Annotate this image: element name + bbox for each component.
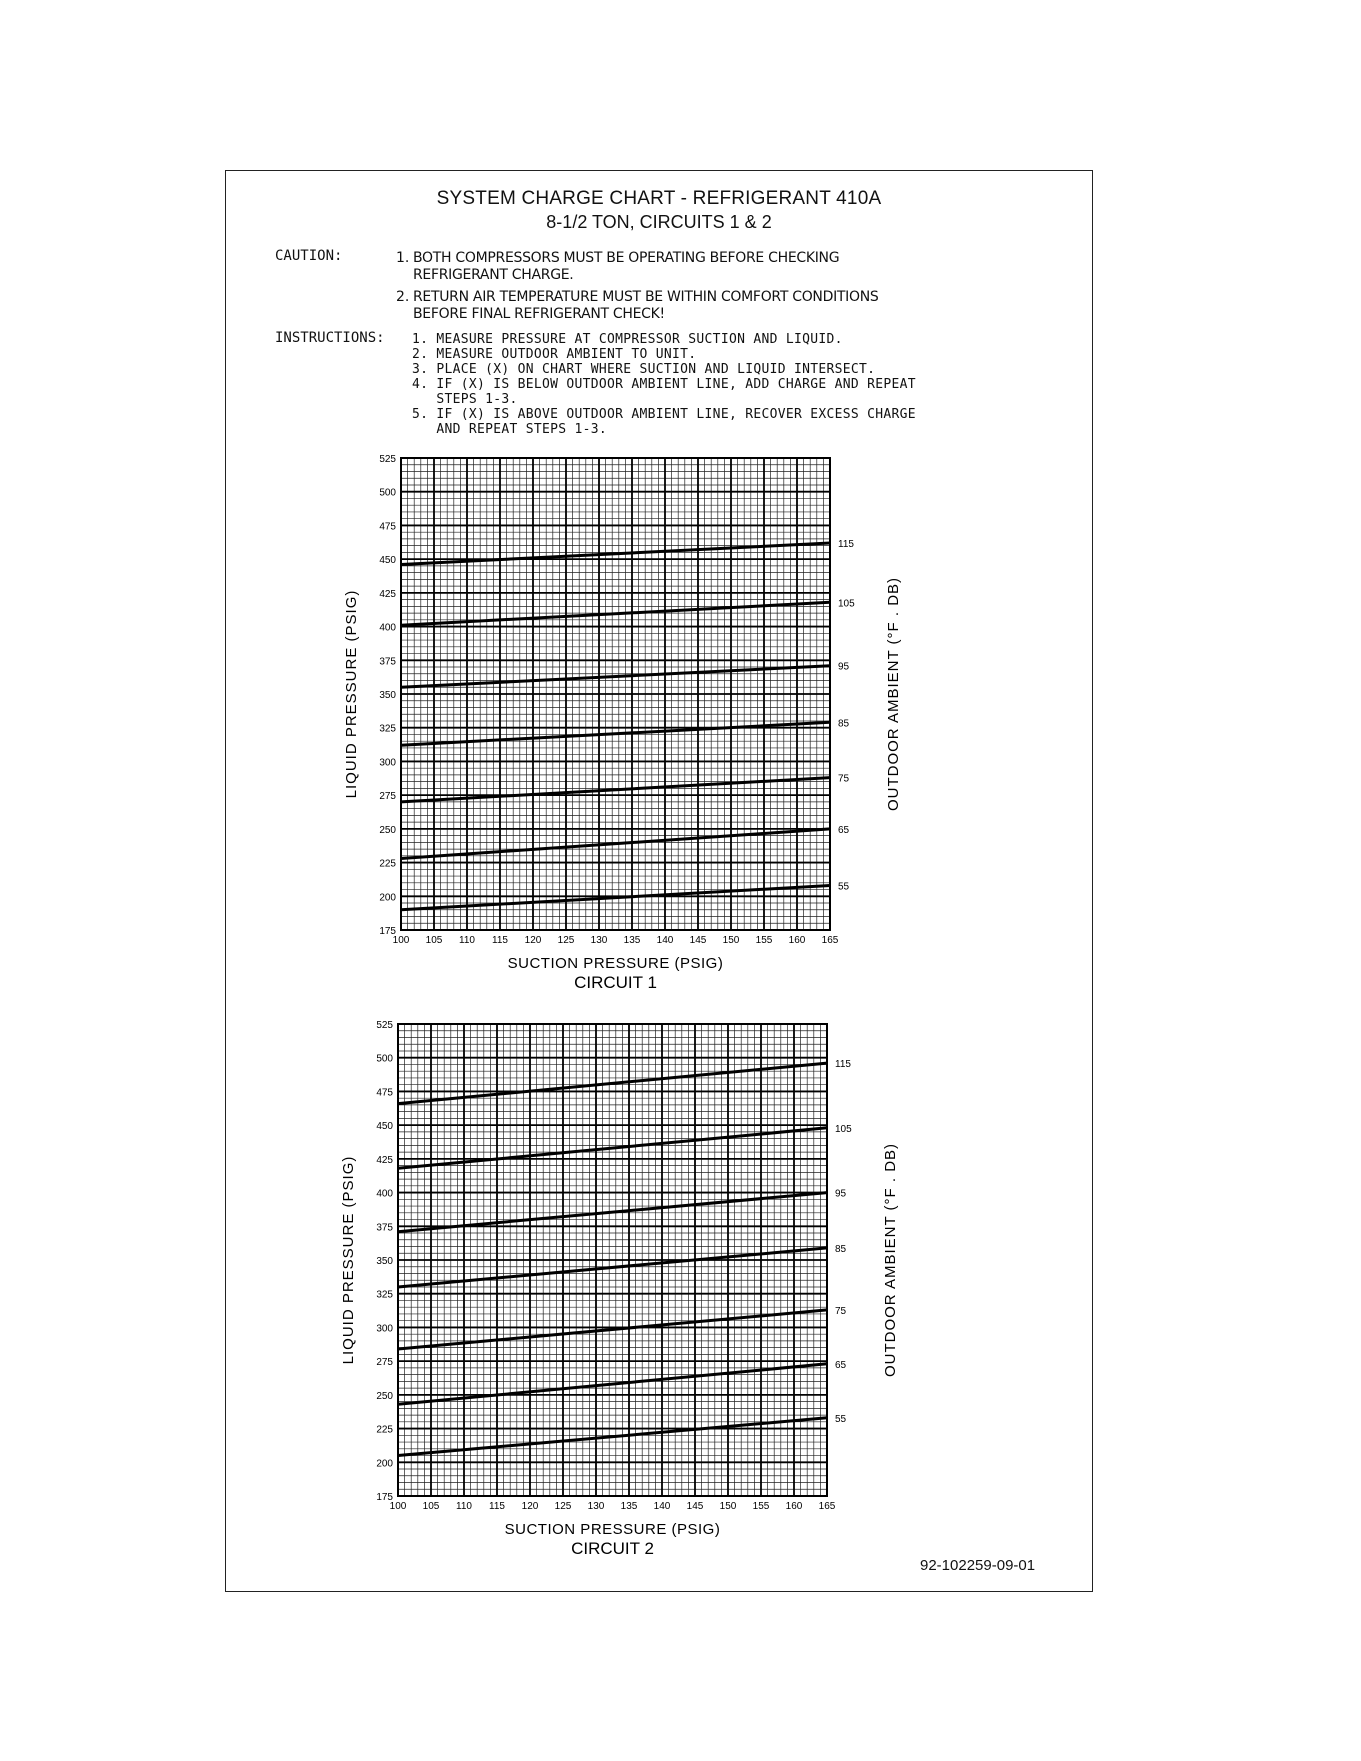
x-tick-label: 120: [521, 1501, 539, 1512]
y-tick-label: 250: [379, 824, 396, 836]
document-code: 92-102259-09-01: [920, 1557, 1036, 1574]
x-tick-label: 130: [587, 1501, 605, 1512]
x-tick-label: 125: [557, 935, 575, 946]
x-tick-label: 155: [755, 935, 773, 946]
y-tick-label: 350: [379, 690, 396, 701]
ambient-label: 85: [838, 718, 850, 730]
x-tick-label: 145: [689, 935, 707, 946]
circuit-2-chart: [300, 1006, 950, 1576]
page-title: SYSTEM CHARGE CHART - REFRIGERANT 410A: [436, 188, 882, 209]
x-tick-label: 100: [392, 935, 410, 946]
ambient-line-75: [401, 778, 830, 802]
x-tick-label: 150: [722, 935, 740, 946]
ambient-line-95: [401, 666, 830, 688]
ambient-line-75: [398, 1310, 827, 1349]
y-tick-label: 500: [379, 487, 396, 499]
y-tick-label: 375: [379, 656, 396, 668]
ambient-label: 55: [838, 881, 850, 893]
ambient-label: 95: [835, 1188, 847, 1200]
instruction-line: 5. IF (X) IS ABOVE OUTDOOR AMBIENT LINE, RECOVER EXCESS CHARGE: [412, 407, 916, 422]
ambient-line-85: [401, 722, 830, 745]
major-grid: [398, 1024, 827, 1496]
y-tick-label: 175: [376, 1492, 393, 1503]
ambient-label: 75: [835, 1305, 847, 1317]
y2-axis-title: OUTDOOR AMBIENT (°F . DB): [882, 1142, 899, 1378]
y-tick-label: 450: [379, 555, 396, 567]
chart-title: CIRCUIT 2: [571, 1539, 654, 1558]
ambient-line-85: [398, 1248, 827, 1287]
caution-2-number: 2.: [396, 289, 410, 305]
page-subtitle: 8-1/2 TON, CIRCUITS 1 & 2: [546, 212, 772, 232]
x-tick-label: 105: [422, 1501, 440, 1512]
y-tick-label: 375: [376, 1222, 393, 1234]
x-axis-title: SUCTION PRESSURE (PSIG): [507, 955, 724, 972]
caution-2-line-1: RETURN AIR TEMPERATURE MUST BE WITHIN COMFORT CONDITIONS: [413, 289, 879, 305]
x-tick-label: 110: [456, 1501, 472, 1512]
y-tick-label: 400: [376, 1188, 393, 1200]
x-tick-label: 135: [620, 1501, 638, 1512]
instruction-line: 2. MEASURE OUTDOOR AMBIENT TO UNIT.: [412, 347, 697, 362]
x-tick-label: 160: [785, 1501, 803, 1512]
ambient-line-55: [398, 1418, 827, 1456]
ambient-line-115: [398, 1063, 827, 1104]
y-tick-label: 350: [376, 1256, 393, 1267]
y-tick-label: 325: [376, 1289, 393, 1301]
y-tick-label: 400: [379, 622, 396, 634]
instruction-line: 3. PLACE (X) ON CHART WHERE SUCTION AND LIQUID INTERSECT.: [412, 362, 876, 377]
instruction-line: AND REPEAT STEPS 1-3.: [412, 422, 608, 437]
ambient-label: 115: [838, 538, 854, 550]
instruction-line: STEPS 1-3.: [412, 392, 518, 407]
x-tick-label: 130: [590, 935, 608, 946]
y-tick-label: 225: [376, 1424, 393, 1436]
instruction-line: 1. MEASURE PRESSURE AT COMPRESSOR SUCTION AND LIQUID.: [412, 332, 843, 347]
ambient-line-105: [398, 1128, 827, 1169]
ambient-line-55: [401, 886, 830, 910]
x-tick-label: 100: [389, 1501, 407, 1512]
y-tick-label: 300: [376, 1323, 393, 1335]
instruction-line: 4. IF (X) IS BELOW OUTDOOR AMBIENT LINE, ADD CHARGE AND REPEAT: [412, 377, 916, 392]
ambient-label: 105: [835, 1123, 852, 1135]
x-tick-label: 125: [554, 1501, 572, 1512]
y-tick-label: 300: [379, 757, 396, 769]
caution-1-text: [413, 250, 839, 284]
y-tick-label: 275: [379, 791, 396, 803]
instructions-list: [412, 332, 916, 437]
x-tick-label: 150: [719, 1501, 737, 1512]
x-tick-label: 135: [623, 935, 641, 946]
y-tick-label: 325: [379, 723, 396, 735]
y-tick-label: 475: [376, 1087, 393, 1099]
caution-1-number: 1.: [396, 250, 410, 266]
caution-2-line-2: BEFORE FINAL REFRIGERANT CHECK!: [413, 306, 665, 322]
ambient-label: 55: [835, 1413, 847, 1425]
ambient-label: 115: [835, 1059, 851, 1071]
x-tick-label: 115: [492, 935, 508, 946]
x-tick-label: 140: [656, 935, 674, 946]
ambient-label: 95: [838, 661, 850, 673]
caution-label: CAUTION:: [275, 248, 343, 264]
y-tick-label: 425: [376, 1154, 393, 1166]
y-tick-label: 500: [376, 1053, 393, 1065]
y-axis-title: LIQUID PRESSURE (PSIG): [340, 1155, 357, 1365]
y-tick-label: 525: [376, 1020, 393, 1031]
y2-axis-title: OUTDOOR AMBIENT (°F . DB): [885, 576, 902, 812]
y-axis-title: LIQUID PRESSURE (PSIG): [343, 589, 360, 799]
ambient-label: 105: [838, 598, 855, 610]
caution-1-line-1: BOTH COMPRESSORS MUST BE OPERATING BEFORE CHECKING: [413, 250, 840, 266]
circuit-1-chart: [300, 440, 950, 1010]
x-tick-label: 115: [489, 1501, 505, 1512]
y-tick-label: 525: [379, 454, 396, 465]
x-tick-label: 155: [752, 1501, 770, 1512]
x-tick-label: 165: [818, 1501, 836, 1512]
instructions-label: INSTRUCTIONS:: [275, 330, 385, 346]
y-tick-label: 450: [376, 1121, 393, 1133]
x-tick-label: 145: [686, 1501, 704, 1512]
ambient-label: 75: [838, 773, 850, 785]
chart-title: CIRCUIT 1: [574, 973, 657, 992]
ambient-label: 85: [835, 1243, 847, 1255]
y-tick-label: 275: [376, 1357, 393, 1369]
caution-1-line-2: REFRIGERANT CHARGE.: [413, 267, 574, 283]
y-tick-label: 200: [376, 1458, 393, 1470]
x-tick-label: 165: [821, 935, 839, 946]
ambient-line-65: [401, 829, 830, 859]
y-tick-label: 250: [376, 1390, 393, 1402]
major-grid: [401, 458, 830, 930]
ambient-line-115: [401, 543, 830, 565]
ambient-label: 65: [838, 824, 850, 836]
ambient-line-105: [401, 602, 830, 625]
y-tick-label: 425: [379, 588, 396, 600]
y-tick-label: 225: [379, 858, 396, 870]
y-tick-label: 475: [379, 521, 396, 533]
y-tick-label: 200: [379, 892, 396, 904]
x-axis-title: SUCTION PRESSURE (PSIG): [504, 1521, 721, 1538]
x-tick-label: 160: [788, 935, 806, 946]
x-tick-label: 140: [653, 1501, 671, 1512]
x-tick-label: 110: [459, 935, 475, 946]
x-tick-label: 120: [524, 935, 542, 946]
ambient-line-65: [398, 1364, 827, 1405]
y-tick-label: 175: [379, 926, 396, 937]
x-tick-label: 105: [425, 935, 443, 946]
ambient-label: 65: [835, 1359, 847, 1371]
caution-2-text: [413, 289, 878, 323]
